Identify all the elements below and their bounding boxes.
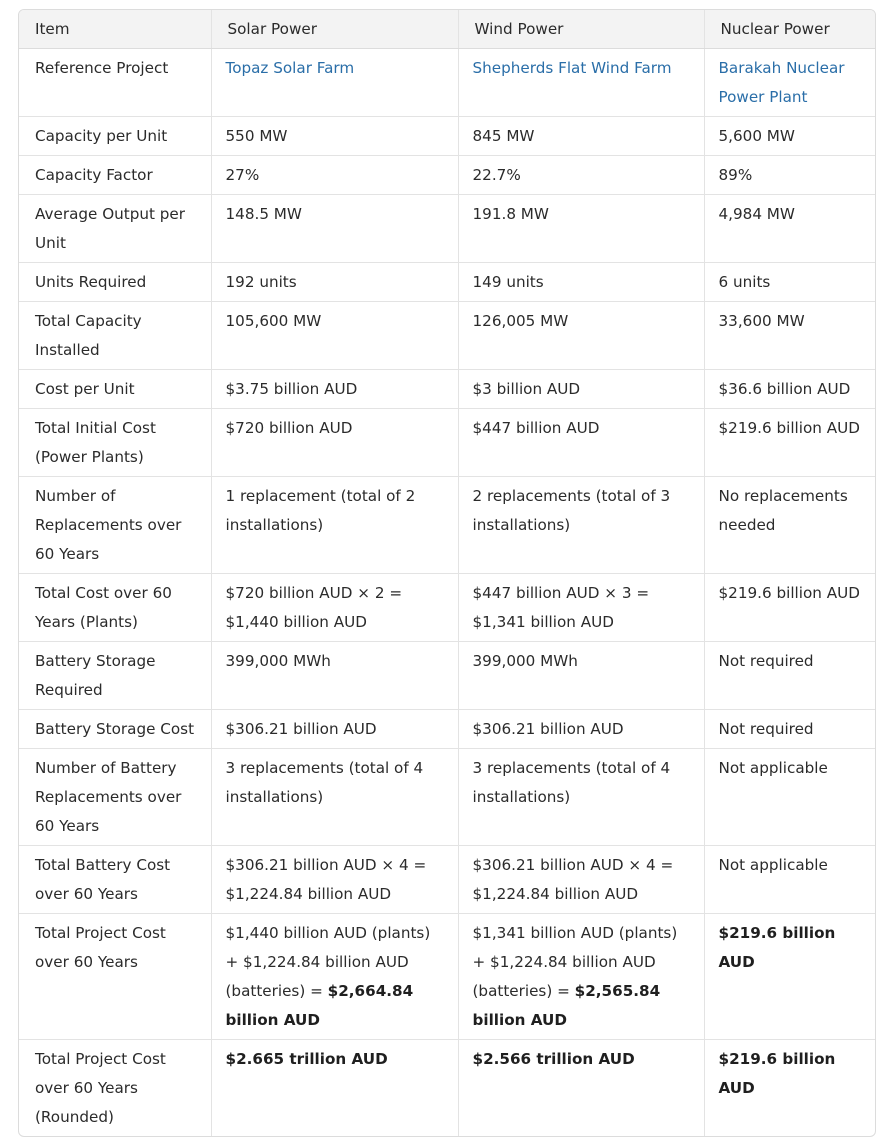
table-row (19, 749, 875, 846)
cell-total-bold: $219.6 billion AUD (718, 924, 836, 971)
table-row (19, 263, 875, 302)
cell-wind: $306.21 billion AUD × 4 = $1,224.84 billion AUD (458, 846, 704, 914)
cell-nuclear: No replacements needed (704, 477, 875, 574)
cell-solar (211, 49, 458, 117)
cell-wind: $306.21 billion AUD (458, 710, 704, 749)
row-label: Battery Storage Cost (19, 710, 211, 749)
cell-solar: $2.665 trillion AUD (211, 1040, 458, 1137)
cell-nuclear: 33,600 MW (704, 302, 875, 370)
cell-nuclear: Not required (704, 710, 875, 749)
comparison-table-container (18, 9, 876, 1137)
row-label: Reference Project (19, 49, 211, 117)
cell-total-bold: $2,664.84 billion AUD (225, 982, 414, 1029)
cell-solar (211, 914, 458, 1040)
table-row (19, 477, 875, 574)
cell-nuclear: $219.6 billion AUD (704, 574, 875, 642)
cell-wind: $2.566 trillion AUD (458, 1040, 704, 1137)
row-label: Cost per Unit (19, 370, 211, 409)
header-nuclear: Nuclear Power (704, 10, 875, 49)
cell-nuclear: $219.6 billion AUD (704, 409, 875, 477)
row-label: Average Output per Unit (19, 195, 211, 263)
table-row-reference-project (19, 49, 875, 117)
cell-nuclear: Not required (704, 642, 875, 710)
table-row (19, 302, 875, 370)
cell-wind: $3 billion AUD (458, 370, 704, 409)
cell-nuclear: Not applicable (704, 749, 875, 846)
cell-nuclear (704, 49, 875, 117)
cell-solar: 105,600 MW (211, 302, 458, 370)
cell-wind: 191.8 MW (458, 195, 704, 263)
cell-wind: 22.7% (458, 156, 704, 195)
row-label: Total Capacity Installed (19, 302, 211, 370)
cell-text: $1,341 billion AUD (plants) + $1,224.84 billion AUD (batteries) = (472, 924, 678, 1000)
cell-nuclear: $219.6 billion AUD (718, 1050, 836, 1097)
table-row (19, 710, 875, 749)
row-label: Total Project Cost over 60 Years (Rounded) (19, 1040, 211, 1137)
link-shepherds-flat-wind-farm[interactable]: Shepherds Flat Wind Farm (472, 59, 672, 77)
cell-solar: 550 MW (211, 117, 458, 156)
table-row-total-project-cost-rounded (19, 1040, 875, 1137)
cell-wind: 149 units (458, 263, 704, 302)
table-row (19, 846, 875, 914)
energy-cost-comparison-table (19, 10, 875, 1136)
row-label: Total Initial Cost (Power Plants) (19, 409, 211, 477)
cell-nuclear (704, 914, 875, 1040)
row-label: Total Project Cost over 60 Years (19, 914, 211, 1040)
cell-total-bold: $2,565.84 billion AUD (472, 982, 661, 1029)
row-label: Capacity per Unit (19, 117, 211, 156)
cell-nuclear: 89% (704, 156, 875, 195)
cell-wind: 2 replacements (total of 3 installations) (458, 477, 704, 574)
cell-solar: $720 billion AUD (211, 409, 458, 477)
header-wind: Wind Power (458, 10, 704, 49)
table-row (19, 117, 875, 156)
cell-solar: $720 billion AUD × 2 = $1,440 billion AUD (211, 574, 458, 642)
table-row (19, 409, 875, 477)
cell-nuclear: $36.6 billion AUD (704, 370, 875, 409)
row-label: Total Cost over 60 Years (Plants) (19, 574, 211, 642)
cell-wind: 845 MW (458, 117, 704, 156)
row-label: Total Battery Cost over 60 Years (19, 846, 211, 914)
cell-wind (458, 49, 704, 117)
cell-solar: 1 replacement (total of 2 installations) (211, 477, 458, 574)
cell-solar: $306.21 billion AUD (211, 710, 458, 749)
table-header-row (19, 10, 875, 49)
table-row-total-project-cost (19, 914, 875, 1040)
cell-solar: 399,000 MWh (211, 642, 458, 710)
cell-wind: 126,005 MW (458, 302, 704, 370)
row-label: Number of Battery Replacements over 60 Years (19, 749, 211, 846)
cell-nuclear: 5,600 MW (704, 117, 875, 156)
cell-wind: $447 billion AUD × 3 = $1,341 billion AUD (458, 574, 704, 642)
cell-text: $1,440 billion AUD (plants) + $1,224.84 billion AUD (batteries) = (225, 924, 431, 1000)
cell-wind (458, 914, 704, 1040)
cell-nuclear: 6 units (704, 263, 875, 302)
cell-nuclear: Not applicable (704, 846, 875, 914)
table-row (19, 370, 875, 409)
cell-solar: 3 replacements (total of 4 installations) (211, 749, 458, 846)
table-row (19, 642, 875, 710)
cell-wind: 3 replacements (total of 4 installations) (458, 749, 704, 846)
cell-solar: 27% (211, 156, 458, 195)
row-label: Capacity Factor (19, 156, 211, 195)
row-label: Number of Replacements over 60 Years (19, 477, 211, 574)
table-row (19, 574, 875, 642)
table-row (19, 156, 875, 195)
link-barakah-nuclear-power-plant[interactable]: Barakah Nuclear Power Plant (718, 59, 845, 106)
row-label: Units Required (19, 263, 211, 302)
table-row (19, 195, 875, 263)
cell-solar: 192 units (211, 263, 458, 302)
row-label: Battery Storage Required (19, 642, 211, 710)
cell-wind: $447 billion AUD (458, 409, 704, 477)
header-item: Item (19, 10, 211, 49)
header-solar: Solar Power (211, 10, 458, 49)
cell-solar: $306.21 billion AUD × 4 = $1,224.84 billion AUD (211, 846, 458, 914)
link-topaz-solar-farm[interactable]: Topaz Solar Farm (225, 59, 355, 77)
cell-solar: $3.75 billion AUD (211, 370, 458, 409)
cell-wind: 399,000 MWh (458, 642, 704, 710)
cell-nuclear: 4,984 MW (704, 195, 875, 263)
cell-solar: 148.5 MW (211, 195, 458, 263)
